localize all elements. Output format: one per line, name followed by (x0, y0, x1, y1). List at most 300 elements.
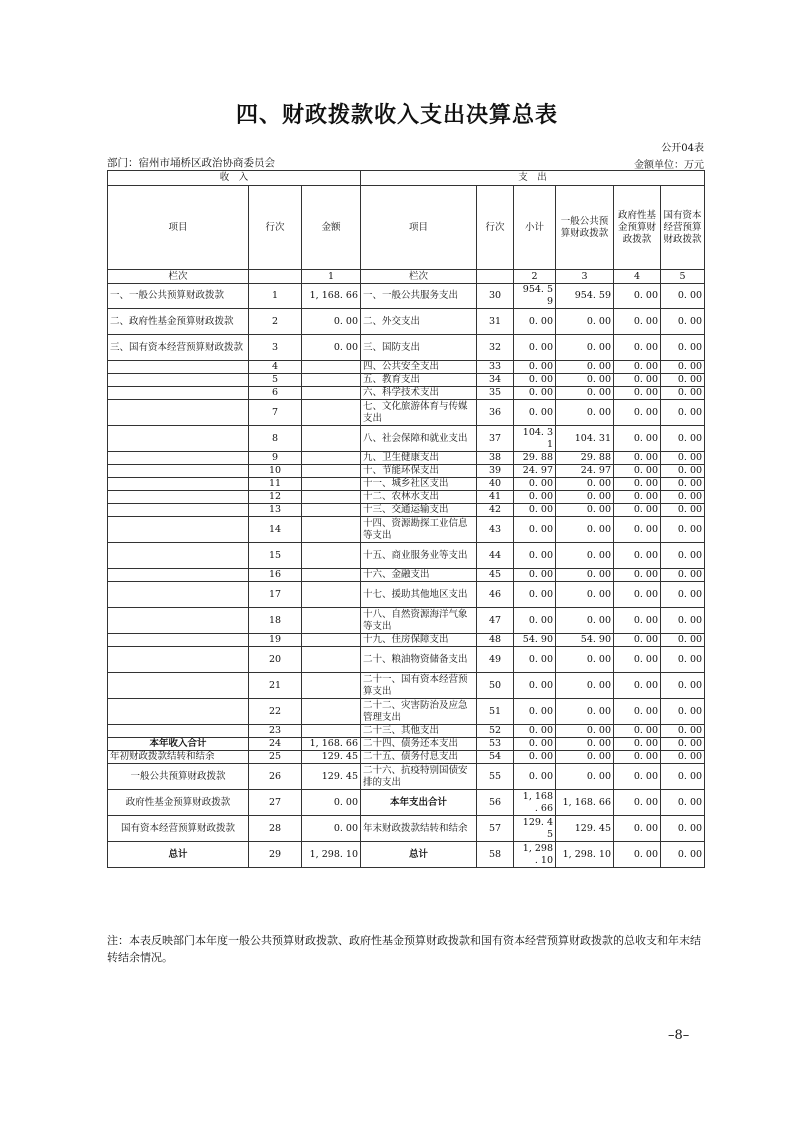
state-capital-value: 0. 00 (661, 465, 705, 478)
fund-budget-value: 0. 00 (614, 738, 661, 751)
expense-item: 七、文化旅游体育与传媒支出 (361, 400, 477, 426)
income-item: 二、政府性基金预算财政拨款 (108, 309, 249, 335)
table-row (108, 465, 705, 478)
income-row-no: 24 (249, 738, 302, 751)
expense-item: 二十一、国有资本经营预算支出 (361, 673, 477, 699)
expense-item: 三、国防支出 (361, 335, 477, 361)
income-row-no: 3 (249, 335, 302, 361)
table-row (108, 569, 705, 582)
state-capital-value: 0. 00 (661, 491, 705, 504)
table-row (108, 816, 705, 842)
expense-row-no: 55 (477, 764, 514, 790)
empty-cell (249, 270, 302, 284)
income-item (108, 478, 249, 491)
income-item (108, 543, 249, 569)
income-row-no: 13 (249, 504, 302, 517)
subtotal-value: 0. 00 (514, 647, 556, 673)
general-budget-value: 0. 00 (556, 504, 614, 517)
state-capital-value: 0. 00 (661, 764, 705, 790)
page-number: –8– (668, 1028, 690, 1043)
fund-budget-value: 0. 00 (614, 582, 661, 608)
expense-row-no: 56 (477, 790, 514, 816)
table-row (108, 387, 705, 400)
column-no-3: 3 (556, 270, 614, 284)
fund-budget-value: 0. 00 (614, 465, 661, 478)
expense-item: 八、社会保障和就业支出 (361, 426, 477, 452)
income-amount (302, 387, 361, 400)
expense-item: 九、卫生健康支出 (361, 452, 477, 465)
income-row-no: 18 (249, 608, 302, 634)
table-row (108, 543, 705, 569)
general-budget-value: 0. 00 (556, 387, 614, 400)
subtotal-value: 29. 88 (514, 452, 556, 465)
expense-item: 十七、援助其他地区支出 (361, 582, 477, 608)
expense-item: 二十五、债务付息支出 (361, 751, 477, 764)
state-capital-value: 0. 00 (661, 582, 705, 608)
expense-row-no: 41 (477, 491, 514, 504)
expense-row-no: 32 (477, 335, 514, 361)
general-budget-value: 129. 45 (556, 816, 614, 842)
income-amount (302, 647, 361, 673)
income-item (108, 699, 249, 725)
subtotal-value: 0. 00 (514, 374, 556, 387)
income-item (108, 400, 249, 426)
income-item (108, 387, 249, 400)
fund-budget-value: 0. 00 (614, 400, 661, 426)
income-item: 总计 (108, 842, 249, 868)
income-amount: 0. 00 (302, 309, 361, 335)
income-amount: 1, 168. 66 (302, 738, 361, 751)
fund-budget-value: 0. 00 (614, 284, 661, 309)
income-item: 本年收入合计 (108, 738, 249, 751)
fund-budget-value: 0. 00 (614, 816, 661, 842)
state-capital-value: 0. 00 (661, 504, 705, 517)
fund-budget-value: 0. 00 (614, 842, 661, 868)
income-amount (302, 725, 361, 738)
income-amount (302, 504, 361, 517)
expense-item: 十、节能环保支出 (361, 465, 477, 478)
expense-item: 十六、金融支出 (361, 569, 477, 582)
fund-budget-value: 0. 00 (614, 608, 661, 634)
expense-item-header: 项目 (361, 186, 477, 270)
table-row (108, 790, 705, 816)
general-budget-header: 一般公共预算财政拨款 (556, 186, 614, 270)
subtotal-value: 0. 00 (514, 764, 556, 790)
table-row (108, 374, 705, 387)
income-item (108, 517, 249, 543)
income-item: 一、一般公共预算财政拨款 (108, 284, 249, 309)
income-row-no: 15 (249, 543, 302, 569)
state-capital-value: 0. 00 (661, 452, 705, 465)
income-amount (302, 426, 361, 452)
fund-budget-value: 0. 00 (614, 491, 661, 504)
income-section-header: 收 入 (108, 171, 361, 186)
income-item (108, 673, 249, 699)
table-row (108, 738, 705, 751)
income-item (108, 465, 249, 478)
subtotal-value: 24. 97 (514, 465, 556, 478)
subtotal-value: 0. 00 (514, 478, 556, 491)
income-item (108, 582, 249, 608)
expense-item: 十四、资源勘探工业信息等支出 (361, 517, 477, 543)
fund-budget-value: 0. 00 (614, 335, 661, 361)
fund-budget-value: 0. 00 (614, 699, 661, 725)
general-budget-value: 0. 00 (556, 491, 614, 504)
subtotal-value: 0. 00 (514, 608, 556, 634)
income-item: 国有资本经营预算财政拨款 (108, 816, 249, 842)
subtotal-header: 小计 (514, 186, 556, 270)
state-capital-value: 0. 00 (661, 673, 705, 699)
form-number: 公开04表 (661, 143, 704, 154)
income-item (108, 647, 249, 673)
state-capital-value: 0. 00 (661, 517, 705, 543)
table-row (108, 504, 705, 517)
expense-row-no: 31 (477, 309, 514, 335)
subtotal-value: 0. 00 (514, 543, 556, 569)
subtotal-value: 0. 00 (514, 582, 556, 608)
subtotal-value: 0. 00 (514, 673, 556, 699)
state-capital-value: 0. 00 (661, 751, 705, 764)
expense-item: 六、科学技术支出 (361, 387, 477, 400)
general-budget-value: 0. 00 (556, 569, 614, 582)
income-row-no: 19 (249, 634, 302, 647)
column-no-2: 2 (514, 270, 556, 284)
expense-section-header: 支 出 (361, 171, 705, 186)
fund-budget-value: 0. 00 (614, 764, 661, 790)
income-amount: 0. 00 (302, 335, 361, 361)
income-row-no: 17 (249, 582, 302, 608)
table-row (108, 582, 705, 608)
expense-item: 五、教育支出 (361, 374, 477, 387)
expense-row-no: 33 (477, 361, 514, 374)
expense-row-no: 54 (477, 751, 514, 764)
income-item (108, 608, 249, 634)
income-amount: 1, 298. 10 (302, 842, 361, 868)
expense-item: 十五、商业服务业等支出 (361, 543, 477, 569)
general-budget-value: 0. 00 (556, 543, 614, 569)
income-row-no: 26 (249, 764, 302, 790)
subtotal-value: 1, 168 . 66 (514, 790, 556, 816)
income-amount: 129. 45 (302, 764, 361, 790)
expense-row-no: 43 (477, 517, 514, 543)
expense-row-no-header: 行次 (477, 186, 514, 270)
income-amount-header: 金额 (302, 186, 361, 270)
general-budget-value: 54. 90 (556, 634, 614, 647)
state-capital-value: 0. 00 (661, 738, 705, 751)
general-budget-value: 1, 298. 10 (556, 842, 614, 868)
income-amount (302, 634, 361, 647)
income-amount (302, 478, 361, 491)
state-capital-value: 0. 00 (661, 335, 705, 361)
income-row-no: 22 (249, 699, 302, 725)
expense-item: 二十二、灾害防治及应急管理支出 (361, 699, 477, 725)
income-amount (302, 582, 361, 608)
income-amount (302, 400, 361, 426)
general-budget-value: 0. 00 (556, 478, 614, 491)
state-capital-value: 0. 00 (661, 478, 705, 491)
fund-budget-value: 0. 00 (614, 426, 661, 452)
expense-row-no: 52 (477, 725, 514, 738)
general-budget-value: 29. 88 (556, 452, 614, 465)
fund-budget-value: 0. 00 (614, 647, 661, 673)
fund-budget-value: 0. 00 (614, 478, 661, 491)
table-row (108, 361, 705, 374)
table-row (108, 608, 705, 634)
subtotal-value: 0. 00 (514, 309, 556, 335)
fund-budget-value: 0. 00 (614, 517, 661, 543)
income-amount (302, 374, 361, 387)
general-budget-value: 0. 00 (556, 764, 614, 790)
fund-budget-value: 0. 00 (614, 504, 661, 517)
column-no-1: 1 (302, 270, 361, 284)
department-label: 部门：宿州市埇桥区政治协商委员会 (107, 157, 275, 169)
income-row-no: 9 (249, 452, 302, 465)
income-row-no: 2 (249, 309, 302, 335)
general-budget-value: 0. 00 (556, 647, 614, 673)
income-item (108, 725, 249, 738)
income-row-no: 29 (249, 842, 302, 868)
table-row (108, 699, 705, 725)
subtotal-value: 104. 3 1 (514, 426, 556, 452)
general-budget-value: 0. 00 (556, 400, 614, 426)
fund-budget-value: 0. 00 (614, 634, 661, 647)
income-amount: 0. 00 (302, 790, 361, 816)
income-amount (302, 517, 361, 543)
income-item: 年初财政拨款结转和结余 (108, 751, 249, 764)
subtotal-value: 0. 00 (514, 517, 556, 543)
general-budget-value: 954. 59 (556, 284, 614, 309)
expense-item: 十二、农林水支出 (361, 491, 477, 504)
table-row (108, 335, 705, 361)
table-row (108, 284, 705, 309)
subtotal-value: 0. 00 (514, 751, 556, 764)
income-item (108, 374, 249, 387)
table-row (108, 764, 705, 790)
expense-item: 二十四、债务还本支出 (361, 738, 477, 751)
income-row-no: 11 (249, 478, 302, 491)
general-budget-value: 0. 00 (556, 309, 614, 335)
state-capital-value: 0. 00 (661, 543, 705, 569)
fund-budget-value: 0. 00 (614, 543, 661, 569)
income-item: 三、国有资本经营预算财政拨款 (108, 335, 249, 361)
general-budget-value: 104. 31 (556, 426, 614, 452)
expense-row-no: 40 (477, 478, 514, 491)
state-capital-value: 0. 00 (661, 842, 705, 868)
budget-summary-table (107, 170, 705, 868)
expense-row-no: 45 (477, 569, 514, 582)
expense-row-no: 39 (477, 465, 514, 478)
section-header-row (108, 171, 705, 186)
state-capital-value: 0. 00 (661, 374, 705, 387)
general-budget-value: 0. 00 (556, 699, 614, 725)
subtotal-value: 0. 00 (514, 504, 556, 517)
income-item (108, 452, 249, 465)
income-row-no: 27 (249, 790, 302, 816)
income-item (108, 426, 249, 452)
expense-item: 十九、住房保障支出 (361, 634, 477, 647)
income-item (108, 361, 249, 374)
general-budget-value: 0. 00 (556, 673, 614, 699)
expense-row-no: 36 (477, 400, 514, 426)
fund-budget-value: 0. 00 (614, 452, 661, 465)
expense-row-no: 53 (477, 738, 514, 751)
expense-row-no: 34 (477, 374, 514, 387)
expense-row-no: 48 (477, 634, 514, 647)
fund-budget-value: 0. 00 (614, 374, 661, 387)
income-amount (302, 569, 361, 582)
state-capital-value: 0. 00 (661, 647, 705, 673)
income-row-no: 21 (249, 673, 302, 699)
subtotal-value: 54. 90 (514, 634, 556, 647)
general-budget-value: 0. 00 (556, 335, 614, 361)
general-budget-value: 24. 97 (556, 465, 614, 478)
column-no-5: 5 (661, 270, 705, 284)
table-row (108, 634, 705, 647)
expense-row-no: 38 (477, 452, 514, 465)
income-row-no-header: 行次 (249, 186, 302, 270)
expense-row-no: 50 (477, 673, 514, 699)
income-row-no: 4 (249, 361, 302, 374)
expense-row-no: 51 (477, 699, 514, 725)
state-capital-header: 国有资本经营预算财政拨款 (661, 186, 705, 270)
state-capital-value: 0. 00 (661, 569, 705, 582)
subtotal-value: 0. 00 (514, 335, 556, 361)
income-row-no: 12 (249, 491, 302, 504)
income-item (108, 491, 249, 504)
table-row (108, 842, 705, 868)
general-budget-value: 0. 00 (556, 738, 614, 751)
income-amount (302, 699, 361, 725)
expense-item: 年末财政拨款结转和结余 (361, 816, 477, 842)
subtotal-value: 129. 4 5 (514, 816, 556, 842)
income-amount (302, 673, 361, 699)
expense-item: 十八、自然资源海洋气象等支出 (361, 608, 477, 634)
state-capital-value: 0. 00 (661, 725, 705, 738)
income-amount (302, 491, 361, 504)
state-capital-value: 0. 00 (661, 608, 705, 634)
table-row (108, 751, 705, 764)
general-budget-value: 0. 00 (556, 361, 614, 374)
table-row (108, 426, 705, 452)
report-title: 四、财政拨款收入支出决算总表 (235, 103, 558, 128)
expense-item: 四、公共安全支出 (361, 361, 477, 374)
state-capital-value: 0. 00 (661, 309, 705, 335)
expense-row-no: 35 (477, 387, 514, 400)
general-budget-value: 0. 00 (556, 374, 614, 387)
expense-row-no: 47 (477, 608, 514, 634)
income-row-no: 14 (249, 517, 302, 543)
fund-budget-value: 0. 00 (614, 790, 661, 816)
income-item: 政府性基金预算财政拨款 (108, 790, 249, 816)
expense-item: 十一、城乡社区支出 (361, 478, 477, 491)
expense-row-no: 49 (477, 647, 514, 673)
column-no-label: 栏次 (361, 270, 477, 284)
subtotal-value: 0. 00 (514, 387, 556, 400)
state-capital-value: 0. 00 (661, 790, 705, 816)
income-item (108, 569, 249, 582)
subtotal-value: 0. 00 (514, 725, 556, 738)
income-amount: 0. 00 (302, 816, 361, 842)
income-row-no: 10 (249, 465, 302, 478)
table-row (108, 478, 705, 491)
income-row-no: 25 (249, 751, 302, 764)
state-capital-value: 0. 00 (661, 361, 705, 374)
footnote: 注：本表反映部门本年度一般公共预算财政拨款、政府性基金预算财政拨款和国有资本经营预算财政拨款的总收支和年末结转结余情况。 (107, 934, 701, 964)
income-amount (302, 465, 361, 478)
expense-row-no: 30 (477, 284, 514, 309)
income-row-no: 7 (249, 400, 302, 426)
expense-row-no: 37 (477, 426, 514, 452)
general-budget-value: 0. 00 (556, 608, 614, 634)
state-capital-value: 0. 00 (661, 284, 705, 309)
state-capital-value: 0. 00 (661, 816, 705, 842)
fund-budget-header: 政府性基金预算财政拨款 (614, 186, 661, 270)
expense-row-no: 42 (477, 504, 514, 517)
column-header-row (108, 186, 705, 270)
table-row (108, 400, 705, 426)
fund-budget-value: 0. 00 (614, 309, 661, 335)
expense-item: 二十、粮油物资储备支出 (361, 647, 477, 673)
subtotal-value: 954. 5 9 (514, 284, 556, 309)
expense-item: 十三、交通运输支出 (361, 504, 477, 517)
income-row-no: 20 (249, 647, 302, 673)
subtotal-value: 0. 00 (514, 699, 556, 725)
expense-row-no: 44 (477, 543, 514, 569)
income-item (108, 634, 249, 647)
column-no-4: 4 (614, 270, 661, 284)
income-amount (302, 543, 361, 569)
subtotal-value: 0. 00 (514, 569, 556, 582)
fund-budget-value: 0. 00 (614, 387, 661, 400)
general-budget-value: 0. 00 (556, 517, 614, 543)
column-number-row (108, 270, 705, 284)
income-amount (302, 608, 361, 634)
table-row (108, 673, 705, 699)
income-row-no: 8 (249, 426, 302, 452)
empty-cell (477, 270, 514, 284)
income-item-header: 项目 (108, 186, 249, 270)
income-row-no: 28 (249, 816, 302, 842)
subtotal-value: 0. 00 (514, 738, 556, 751)
general-budget-value: 0. 00 (556, 725, 614, 738)
fund-budget-value: 0. 00 (614, 751, 661, 764)
state-capital-value: 0. 00 (661, 699, 705, 725)
expense-item: 二十六、抗疫特别国债安排的支出 (361, 764, 477, 790)
income-amount: 1, 168. 66 (302, 284, 361, 309)
income-amount (302, 361, 361, 374)
table-row (108, 309, 705, 335)
income-row-no: 1 (249, 284, 302, 309)
income-row-no: 6 (249, 387, 302, 400)
subtotal-value: 0. 00 (514, 361, 556, 374)
state-capital-value: 0. 00 (661, 387, 705, 400)
subtotal-value: 0. 00 (514, 491, 556, 504)
amount-unit-label: 金额单位：万元 (634, 160, 704, 171)
expense-row-no: 46 (477, 582, 514, 608)
income-amount: 129. 45 (302, 751, 361, 764)
income-item: 一般公共预算财政拨款 (108, 764, 249, 790)
general-budget-value: 1, 168. 66 (556, 790, 614, 816)
fund-budget-value: 0. 00 (614, 673, 661, 699)
expense-item: 二十三、其他支出 (361, 725, 477, 738)
state-capital-value: 0. 00 (661, 426, 705, 452)
fund-budget-value: 0. 00 (614, 569, 661, 582)
expense-item: 一、一般公共服务支出 (361, 284, 477, 309)
table-row (108, 452, 705, 465)
state-capital-value: 0. 00 (661, 400, 705, 426)
table-row (108, 491, 705, 504)
column-no-label: 栏次 (108, 270, 249, 284)
